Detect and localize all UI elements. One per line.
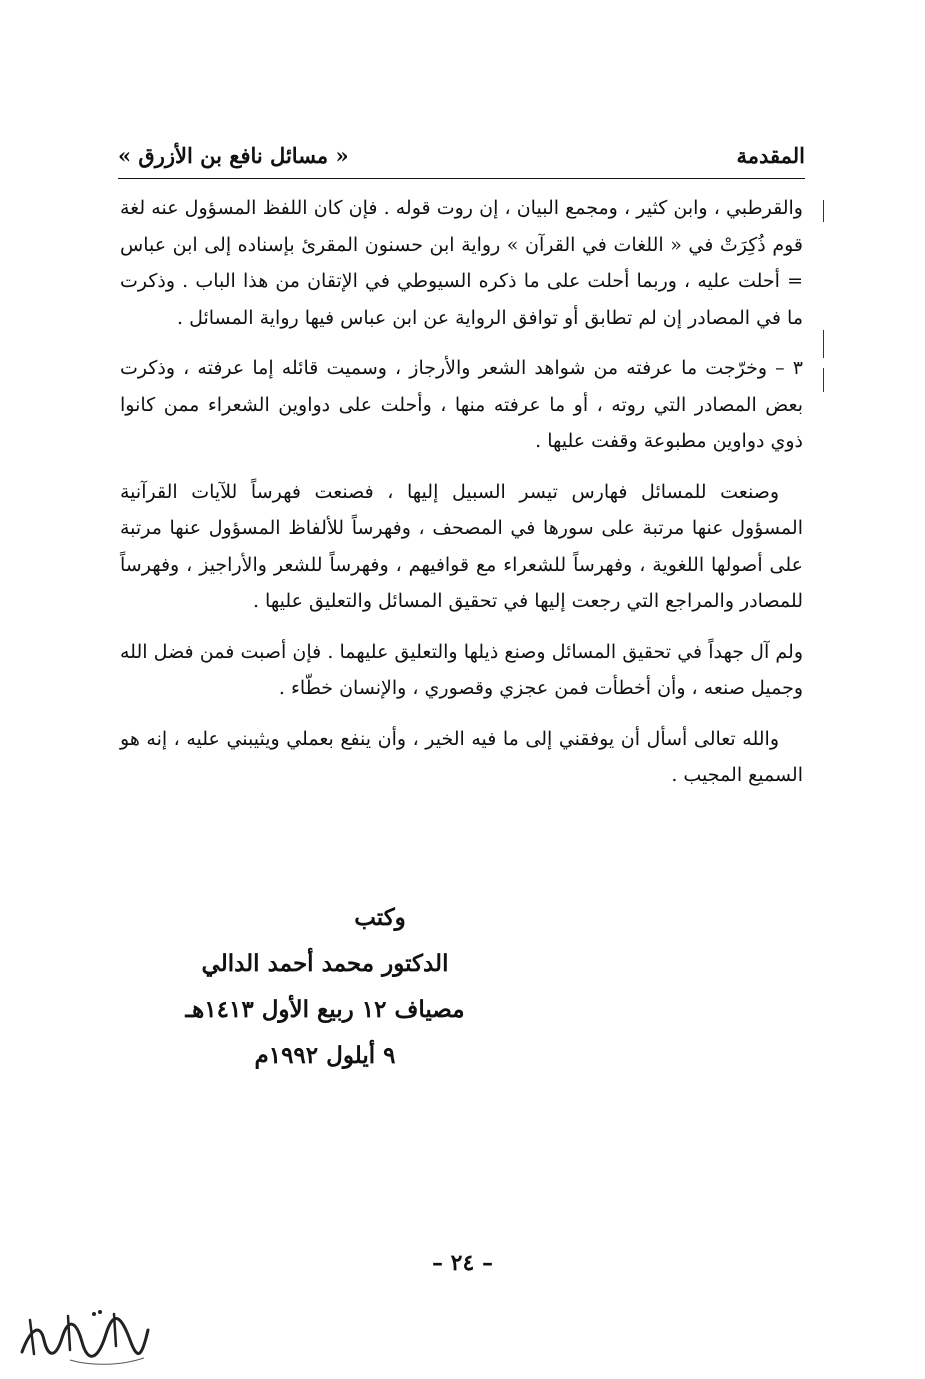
running-header <box>118 138 805 172</box>
margin-mark <box>823 330 824 358</box>
page-number: – ٢٤ – <box>432 1250 493 1276</box>
paragraph: ٣ – وخرّجت ما عرفته من شواهد الشعر والأرجاز ، وسميت قائله إما عرفته ، وذكرت بعض المصادر التي روته ، أو ما عرفته منها ، وأحلت على دواوين الشعراء ممن كانوا ذوي دواوين مطبوعة وقفت عليها . <box>120 357 803 452</box>
section-title: المقدمة <box>736 142 805 168</box>
paragraph: ولم آل جهداً في تحقيق المسائل وصنع ذيلها والتعليق عليهما . فإن أصبت فمن فضل الله وجميل صنعه ، وأن أخطأت فمن عجزي وقصوري ، والإنسان خطّاء . <box>120 640 803 699</box>
header-rule <box>118 178 805 179</box>
signature-intro: وكتب <box>354 904 406 931</box>
gregorian-date: ٩ أيلول ١٩٩٢م <box>254 1042 396 1069</box>
body-text <box>120 190 803 794</box>
paragraph: والقرطبي ، وابن كثير ، ومجمع البيان ، إن روت قوله . فإن كان اللفظ المسؤول عنه لغة قوم ذُكِرَتْ في « اللغات في القرآن » رواية ابن حسنون المقرئ بإسناده إلى ابن عباس = أحلت عليه ، وربما أحلت على ما ذكره السيوطي في الإتقان من هذا الباب . وذكرت ما في المصادر إن لم تطابق أو توافق الرواية عن ابن عباس فيها رواية المسائل . <box>120 197 803 329</box>
author-name: الدكتور محمد أحمد الدالي <box>201 950 449 977</box>
margin-mark <box>823 200 824 222</box>
paragraph: وصنعت للمسائل فهارس تيسر السبيل إليها ، فصنعت فهرساً للآيات القرآنية المسؤول عنها مرتبة على سورها في المصحف ، وفهرساً للألفاظ المسؤول عنها مرتبة على أصولها اللغوية ، وفهرساً للشعراء مع قوافيهم ، وفهرساً للشعر والأراجيز ، وفهرساً للمصادر والمراجع التي رجعت إليها في تحقيق المسائل والتعليق عليها . <box>120 480 803 612</box>
hijri-date: مصياف ١٢ ربيع الأول ١٤١٣هـ <box>185 996 465 1023</box>
signature-block <box>160 895 490 1079</box>
margin-mark <box>823 368 824 392</box>
calligraphy-logo <box>10 1300 155 1370</box>
paragraph: والله تعالى أسأل أن يوفقني إلى ما فيه الخير ، وأن ينفع بعملي ويثيبني عليه ، إنه هو السميع المجيب . <box>120 727 803 786</box>
book-title: « مسائل نافع بن الأزرق » <box>118 142 349 168</box>
